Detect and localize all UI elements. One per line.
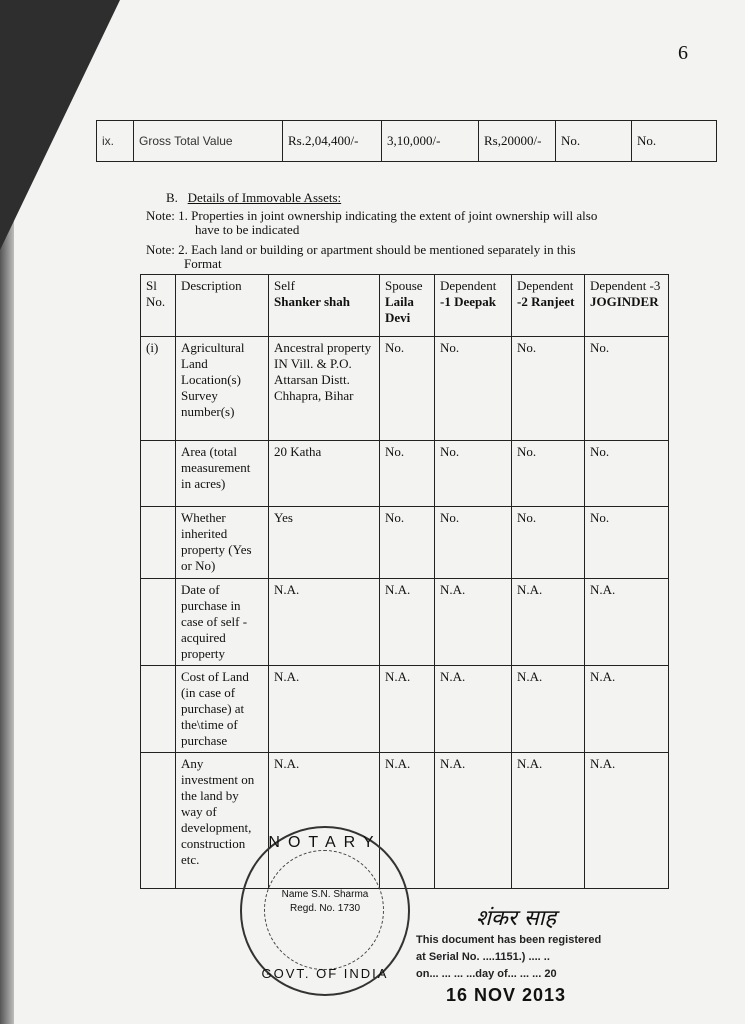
cell-spouse: No.	[380, 507, 435, 579]
cell-sl	[141, 666, 176, 753]
table-row	[141, 441, 669, 507]
cell-dependent-1: No.	[435, 441, 512, 507]
table-row	[141, 579, 669, 666]
header-spouse	[380, 275, 435, 337]
cell-spouse: N.A.	[380, 753, 435, 889]
header-dependent-3-name: JOGINDER	[590, 294, 659, 309]
registration-date: 16 NOV 2013	[446, 985, 567, 1005]
dependent1-value: Rs,20000/-	[479, 121, 556, 162]
table-row	[141, 666, 669, 753]
cell-dependent-3: No.	[585, 507, 669, 579]
header-dependent-2-name: -2 Ranjeet	[517, 294, 575, 309]
header-dependent-1-label: Dependent	[440, 278, 497, 293]
cell-dependent-3: No.	[585, 337, 669, 441]
page-number: 6	[678, 42, 688, 64]
header-spouse-label: Spouse	[385, 278, 423, 293]
header-dependent-3-label: Dependent -3	[590, 278, 661, 293]
dependent2-value: No.	[556, 121, 632, 162]
cell-dependent-3: N.A.	[585, 753, 669, 889]
cell-self: N.A.	[269, 579, 380, 666]
note-1-line-1: Note: 1. Properties in joint ownership indicating the extent of joint ownership will also	[146, 208, 598, 223]
header-sl-no: Sl No.	[141, 275, 176, 337]
section-title: Details of Immovable Assets:	[187, 190, 342, 205]
note-1-line-2: have to be indicated	[195, 222, 300, 237]
cell-description: Date of purchase in case of self -acquired property	[176, 579, 269, 666]
header-dependent-1-name: -1 Deepak	[440, 294, 496, 309]
cell-dependent-2: N.A.	[512, 753, 585, 889]
immovable-assets-table	[140, 274, 669, 889]
section-letter: B.	[166, 190, 178, 205]
cell-dependent-1: N.A.	[435, 666, 512, 753]
section-heading	[166, 190, 341, 206]
registration-line-1: This document has been registered	[416, 934, 602, 946]
header-self-name: Shanker shah	[274, 294, 350, 309]
cell-spouse: N.A.	[380, 666, 435, 753]
cell-spouse: No.	[380, 337, 435, 441]
header-dependent-2-label: Dependent	[517, 278, 574, 293]
table-row	[141, 507, 669, 579]
cell-dependent-1: No.	[435, 507, 512, 579]
cell-spouse: N.A.	[380, 579, 435, 666]
notary-seal-regd: Regd. No. 1730	[289, 903, 361, 914]
cell-self: N.A.	[269, 753, 380, 889]
header-dependent-3	[585, 275, 669, 337]
cell-dependent-3: N.A.	[585, 666, 669, 753]
cell-sl	[141, 441, 176, 507]
cell-dependent-2: N.A.	[512, 579, 585, 666]
notary-seal	[240, 826, 410, 996]
cell-description: Whether inherited property (Yes or No)	[176, 507, 269, 579]
cell-dependent-2: No.	[512, 441, 585, 507]
cell-sl	[141, 579, 176, 666]
header-dependent-2	[512, 275, 585, 337]
header-self	[269, 275, 380, 337]
header-self-label: Self	[274, 278, 295, 293]
cell-description: Agricultural Land Location(s) Survey number(s)	[176, 337, 269, 441]
cell-sl	[141, 753, 176, 889]
note-2-line-1: Note: 2. Each land or building or apartment should be mentioned separately in this	[146, 242, 576, 257]
cell-dependent-2: No.	[512, 507, 585, 579]
handwritten-signature: शंकर साह	[476, 906, 557, 931]
spouse-value: 3,10,000/-	[382, 121, 479, 162]
cell-dependent-1: N.A.	[435, 579, 512, 666]
note-2-line-2: Format	[184, 256, 222, 271]
cell-sl	[141, 507, 176, 579]
notary-seal-top-text: NOTARY	[268, 834, 382, 851]
header-description: Description	[176, 275, 269, 337]
gross-total-row-table	[96, 120, 717, 162]
cell-spouse: No.	[380, 441, 435, 507]
notary-seal-middle-text	[270, 888, 380, 916]
row-number: ix.	[97, 121, 134, 162]
notary-seal-bottom-text: GOVT. OF INDIA	[261, 966, 389, 981]
registration-stamp	[416, 932, 601, 983]
notary-seal-name: Name S.N. Sharma	[281, 889, 369, 900]
registration-line-3: on... ... ... ...day of... ... ... 20	[416, 968, 557, 980]
cell-sl: (i)	[141, 337, 176, 441]
self-value: Rs.2,04,400/-	[283, 121, 382, 162]
table-row	[141, 753, 669, 889]
dependent3-value: No.	[632, 121, 717, 162]
cell-description: Area (total measurement in acres)	[176, 441, 269, 507]
cell-self: N.A.	[269, 666, 380, 753]
table-row	[141, 337, 669, 441]
registration-line-2: at Serial No. ....1151.) .... ..	[416, 951, 550, 963]
table-header-row	[141, 275, 669, 337]
cell-dependent-3: No.	[585, 441, 669, 507]
cell-self: 20 Katha	[269, 441, 380, 507]
cell-dependent-1: No.	[435, 337, 512, 441]
cell-self: Ancestral property IN Vill. & P.O. Attarsan Distt. Chhapra, Bihar	[269, 337, 380, 441]
cell-dependent-3: N.A.	[585, 579, 669, 666]
cell-self: Yes	[269, 507, 380, 579]
cell-dependent-2: N.A.	[512, 666, 585, 753]
header-spouse-name: Laila Devi	[385, 294, 414, 325]
row-label: Gross Total Value	[134, 121, 283, 162]
cell-description: Any investment on the land by way of development, construction etc.	[176, 753, 269, 889]
table-row	[97, 121, 717, 162]
header-dependent-1	[435, 275, 512, 337]
cell-dependent-1: N.A.	[435, 753, 512, 889]
cell-description: Cost of Land (in case of purchase) at the\time of purchase	[176, 666, 269, 753]
cell-dependent-2: No.	[512, 337, 585, 441]
